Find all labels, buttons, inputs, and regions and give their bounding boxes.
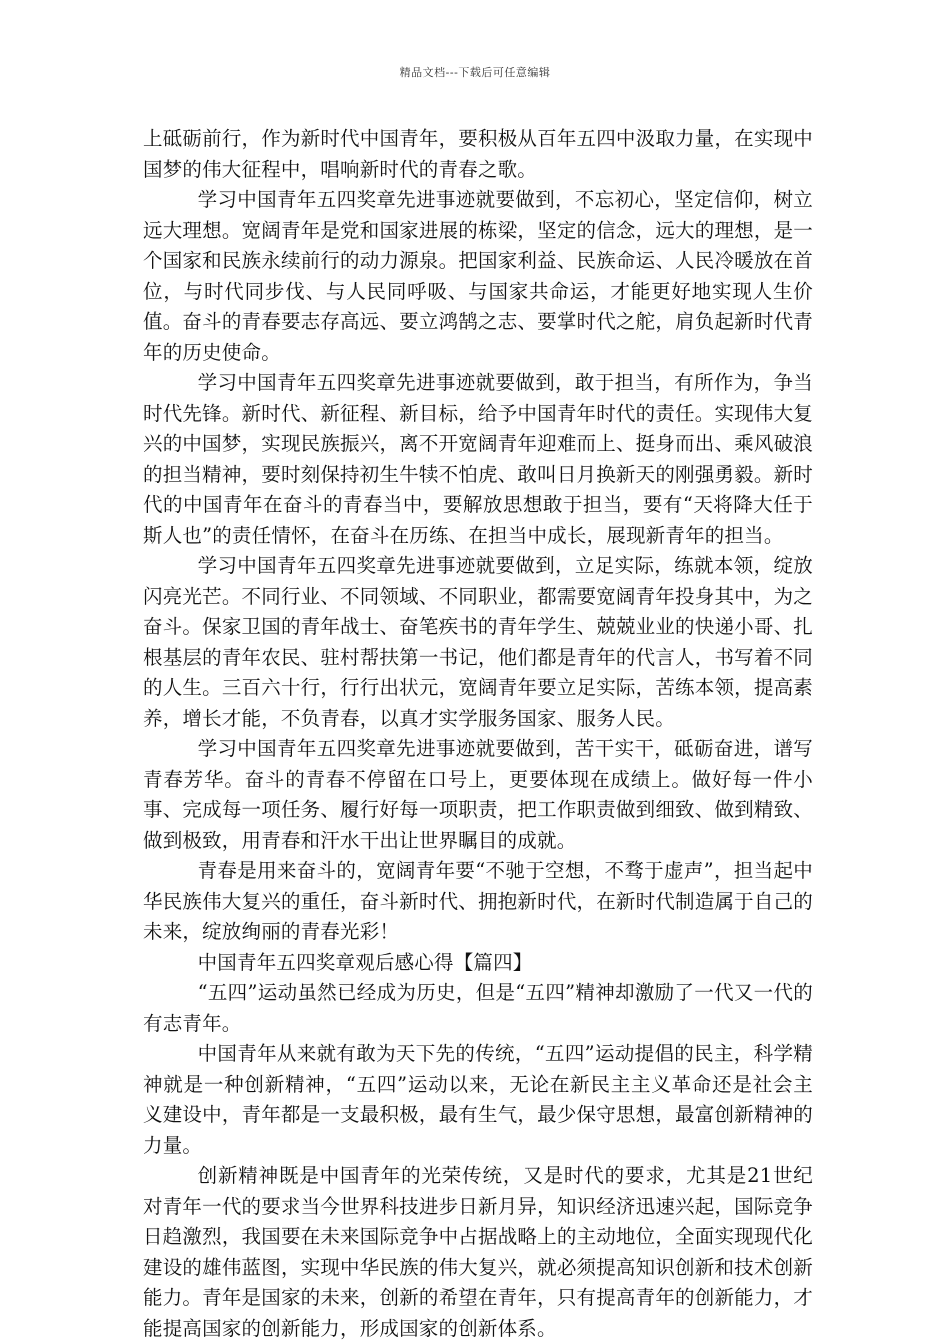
- paragraph: “五四”运动虽然已经成为历史，但是“五四”精神却激励了一代又一代的有志青年。: [143, 981, 813, 1035]
- paragraph: 青春是用来奋斗的，宽阔青年要“不驰于空想，不骛于虚声”，担当起中华民族伟大复兴的重任，奋斗新时代、拥抱新时代，在新时代制造属于自己的未来，绽放绚丽的青春光彩！: [143, 859, 813, 943]
- paragraph: 学习中国青年五四奖章先进事迹就要做到，立足实际，练就本领，绽放闪亮光芒。不同行业、不同领域、不同职业，都需要宽阔青年投身其中，为之奋斗。保家卫国的青年战士、奋笔疾书的青年学生、兢兢业业的快递小哥、扎根基层的青年农民、驻村帮扶第一书记，他们都是青年的代言人，书写着不同的人生。三百六十行，行行出状元，宽阔青年要立足实际，苦练本领，提高素养，增长才能，不负青春，以真才实学服务国家、服务人民。: [143, 554, 813, 730]
- paragraph: 学习中国青年五四奖章先进事迹就要做到，敢于担当，有所作为，争当时代先锋。新时代、新征程、新目标，给予中国青年时代的责任。实现伟大复兴的中国梦，实现民族振兴，离不开宽阔青年迎难而上、挺身而出、乘风破浪的担当精神，要时刻保持初生牛犊不怕虎、敢叫日月换新天的刚强勇毅。新时代的中国青年在奋斗的青春当中，要解放思想敢于担当，要有“天将降大任于斯人也”的责任情怀，在奋斗在历练、在担当中成长，展现新青年的担当。: [143, 371, 813, 547]
- page-header: 精品文档---下载后可任意编辑: [399, 66, 551, 79]
- section-heading: 中国青年五四奖章观后感心得【篇四】: [197, 950, 533, 974]
- paragraph: 中国青年从来就有敢为天下先的传统，“五四”运动提倡的民主，科学精神就是一种创新精神，“五四”运动以来，无论在新民主主义革命还是社会主义建设中，青年都是一支最积极，最有生气，最少保守思想，最富创新精神的力量。: [143, 1042, 813, 1157]
- paragraph: 创新精神既是中国青年的光荣传统，又是时代的要求，尤其是21世纪对青年一代的要求当今世界科技进步日新月异，知识经济迅速兴起，国际竞争日趋激烈，我国要在未来国际竞争中占据战略上的主动地位，全面实现现代化建设的雄伟蓝图，实现中华民族的伟大复兴，就必须提高知识创新和技术创新能力。青年是国家的未来，创新的希望在青年，只有提高青年的创新能力，才能提高国家的创新能力，形成国家的创新体系。: [143, 1164, 813, 1340]
- paragraph: 学习中国青年五四奖章先进事迹就要做到，不忘初心，坚定信仰，树立远大理想。宽阔青年是党和国家进展的栋梁，坚定的信念，远大的理想，是一个国家和民族永续前行的动力源泉。把国家利益、民族命运、人民冷暖放在首位，与时代同步伐、与人民同呼吸、与国家共命运，才能更好地实现人生价值。奋斗的青春要志存高远、要立鸿鹄之志、要掌时代之舵，肩负起新时代青年的历史使命。: [143, 188, 813, 364]
- document-body: [143, 124, 813, 1344]
- paragraph: 学习中国青年五四奖章先进事迹就要做到，苦干实干，砥砺奋进，谱写青春芳华。奋斗的青春不停留在口号上，更要体现在成绩上。做好每一件小事、完成每一项任务、履行好每一项职责，把工作职责做到细致、做到精致、做到极致，用青春和汗水干出让世界瞩目的成就。: [143, 737, 813, 852]
- paragraph-continuation: 上砥砺前行，作为新时代中国青年，要积极从百年五四中汲取力量，在实现中国梦的伟大征程中，唱响新时代的青春之歌。: [143, 127, 813, 181]
